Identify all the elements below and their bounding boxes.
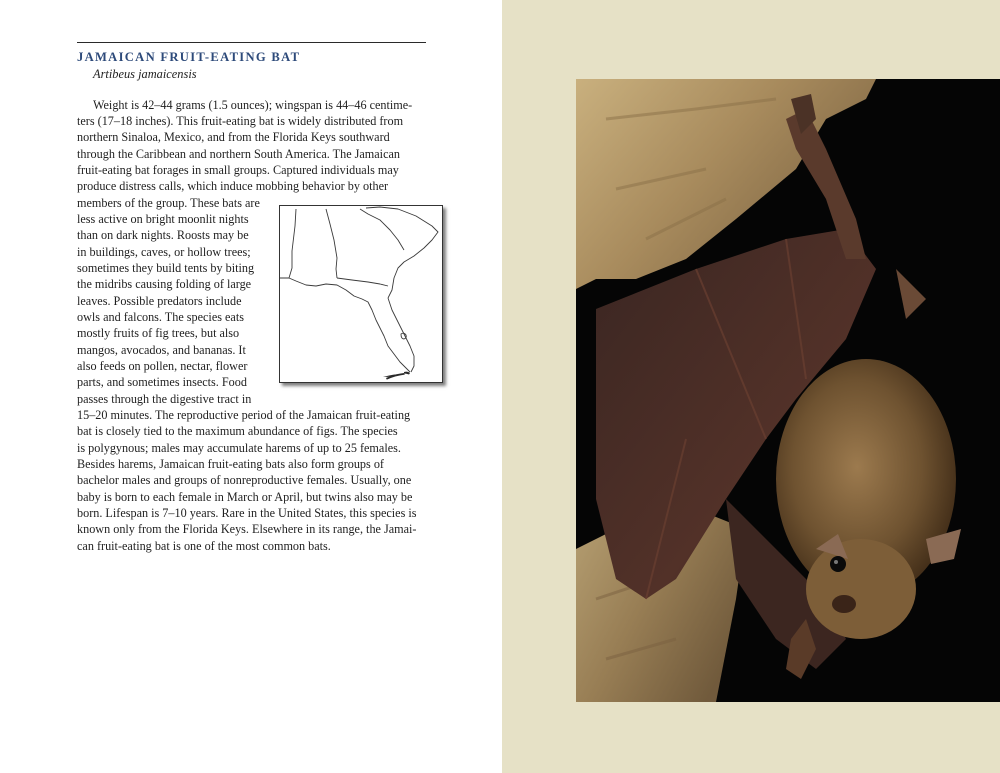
body-line: born. Lifespan is 7–10 years. Rare in the United States, this species is	[77, 506, 417, 521]
species-common-name: JAMAICAN FRUIT-EATING BAT	[77, 50, 301, 64]
body-line: Weight is 42–44 grams (1.5 ounces); wingspan is 44–46 centime-	[93, 97, 413, 112]
bat-photo	[576, 79, 1000, 702]
range-shading	[383, 372, 410, 380]
body-line: baby is born to each female in March or April, but twins also may be	[77, 489, 413, 504]
body-line: sometimes they build tents by biting	[77, 260, 255, 275]
bat-photo-icon	[576, 79, 1000, 702]
body-line: mangos, avocados, and bananas. It	[77, 342, 246, 357]
body-line: in buildings, caves, or hollow trees;	[77, 244, 251, 259]
range-map	[279, 205, 443, 383]
body-line: the midribs causing folding of large	[77, 277, 252, 292]
body-line: bachelor males and groups of nonreproductive females. Usually, one	[77, 473, 412, 488]
body-line: bat is closely tied to the maximum abundance of figs. The species	[77, 424, 398, 439]
body-line: mostly fruits of fig trees, but also	[77, 326, 240, 341]
body-line: owls and falcons. The species eats	[77, 309, 244, 324]
body-line: is polygynous; males may accumulate harems of up to 25 females.	[77, 440, 401, 455]
body-line: ters (17–18 inches). This fruit-eating bat is widely distributed from	[77, 113, 404, 128]
body-line: Besides harems, Jamaican fruit-eating bats also form groups of	[77, 457, 384, 472]
range-map-icon	[280, 206, 442, 382]
body-line: also feeds on pollen, nectar, flower	[77, 359, 248, 373]
header-rule	[77, 42, 426, 43]
body-line: parts, and sometimes insects. Food	[77, 375, 247, 390]
body-line: northern Sinaloa, Mexico, and from the Florida Keys southward	[77, 130, 390, 145]
body-line: leaves. Possible predators include	[77, 293, 242, 308]
species-scientific-name: Artibeus jamaicensis	[93, 67, 197, 81]
body-line: than on dark nights. Roosts may be	[77, 228, 249, 243]
body-line: through the Caribbean and northern South America. The Jamaican	[77, 146, 400, 161]
body-line: produce distress calls, which induce mobbing behavior by other	[77, 179, 389, 194]
body-line: 15–20 minutes. The reproductive period of the Jamaican fruit-eating	[77, 408, 411, 423]
body-line: can fruit-eating bat is one of the most common bats.	[77, 538, 331, 553]
body-line: passes through the digestive tract in	[77, 391, 252, 406]
body-line: members of the group. These bats are	[77, 195, 260, 210]
body-line: less active on bright moonlit nights	[77, 211, 249, 226]
body-line: known only from the Florida Keys. Elsewhere in its range, the Jamai-	[77, 522, 417, 537]
body-line: fruit-eating bat forages in small groups. Captured individuals may	[77, 162, 399, 177]
